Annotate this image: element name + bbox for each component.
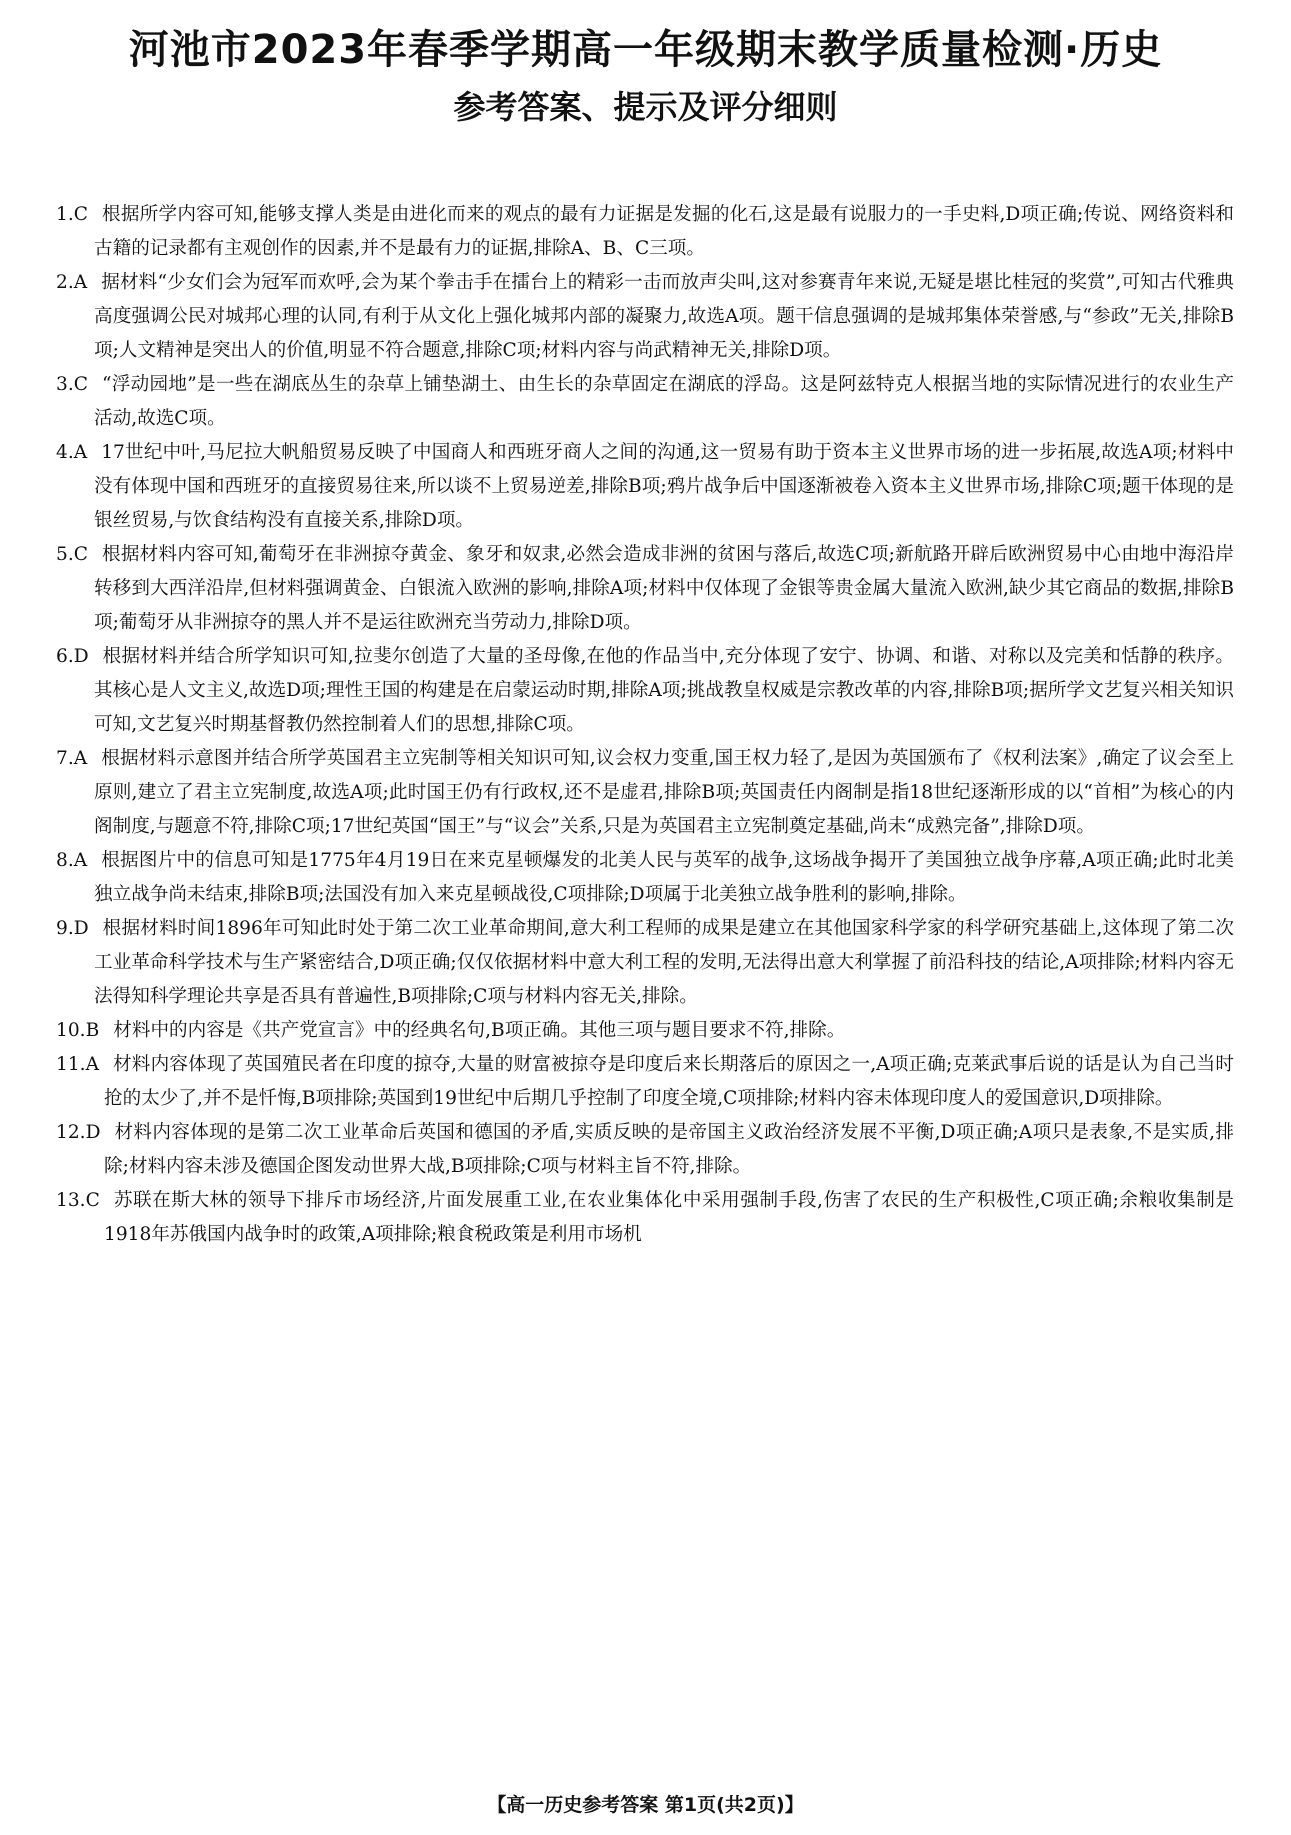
answer-item	[56, 912, 1234, 1014]
answer-item	[56, 436, 1234, 538]
answer-explanation: 材料内容体现的是第二次工业革命后英国和德国的矛盾,实质反映的是帝国主义政治经济发展不平衡,D项正确;A项只是表象,不是实质,排除;材料内容未涉及德国企图发动世界大战,B项排除;C项与材料主旨不符,排除。	[104, 1122, 1234, 1177]
answer-explanation: 根据材料并结合所学知识可知,拉斐尔创造了大量的圣母像,在他的作品当中,充分体现了安宁、协调、和谐、对称以及完美和恬静的秩序。其核心是人文主义,故选D项;理性王国的构建是在启蒙运动时期,排除A项;挑战教皇权威是宗教改革的内容,排除B项;据所学文艺复兴相关知识可知,文艺复兴时期基督教仍然控制着人们的思想,排除C项。	[94, 646, 1234, 735]
answer-item	[56, 198, 1234, 266]
answer-number: 12.	[56, 1122, 86, 1143]
answer-choice: D	[73, 918, 89, 939]
answer-choice: B	[85, 1020, 100, 1041]
answer-explanation: 根据材料内容可知,葡萄牙在非洲掠夺黄金、象牙和奴隶,必然会造成非洲的贫困与落后,故选C项;新航路开辟后欧洲贸易中心由地中海沿岸转移到大西洋沿岸,但材料强调黄金、白银流入欧洲的影响,排除A项;材料中仅体现了金银等贵金属大量流入欧洲,缺少其它商品的数据,排除B项;葡萄牙从非洲掠夺的黑人并不是运往欧洲充当劳动力,排除D项。	[94, 544, 1234, 633]
answer-number: 6.	[56, 646, 74, 667]
answer-explanation: 根据材料示意图并结合所学英国君主立宪制等相关知识可知,议会权力变重,国王权力轻了,是因为英国颁布了《权利法案》,确定了议会至上原则,建立了君主立宪制度,故选A项;此时国王仍有行政权,还不是虚君,排除B项;英国责任内阁制是指18世纪逐渐形成的以“首相”为核心的内阁制度,与题意不符,排除C项;17世纪英国“国王”与“议会”关系,只是为英国君主立宪制奠定基础,尚未“成熟完备”,排除D项。	[94, 748, 1234, 837]
answer-choice: C	[73, 374, 88, 395]
answer-number: 1.	[56, 204, 74, 225]
page-title: 河池市2023年春季学期高一年级期末教学质量检测·历史	[128, 27, 1163, 73]
answer-number: 5.	[56, 544, 74, 565]
answer-number: 10.	[56, 1020, 86, 1041]
page-subtitle: 参考答案、提示及评分细则	[453, 88, 838, 126]
answer-number: 4.	[56, 442, 74, 463]
answer-number: 3.	[56, 374, 74, 395]
answer-explanation: 根据所学内容可知,能够支撑人类是由进化而来的观点的最有力证据是发掘的化石,这是最有说服力的一手史料,D项正确;传说、网络资料和古籍的记录都有主观创作的因素,并不是最有力的证据,排除A、B、C三项。	[94, 204, 1234, 259]
answer-number: 9.	[56, 918, 74, 939]
answer-choice: D	[73, 646, 89, 667]
answer-explanation: 17世纪中叶,马尼拉大帆船贸易反映了中国商人和西班牙商人之间的沟通,这一贸易有助于资本主义世界市场的进一步拓展,故选A项;材料中没有体现中国和西班牙的直接贸易往来,所以谈不上贸易逆差,排除B项;鸦片战争后中国逐渐被卷入资本主义世界市场,排除C项;题干体现的是银丝贸易,与饮食结构没有直接关系,排除D项。	[94, 442, 1234, 531]
answer-item	[56, 538, 1234, 640]
answer-item	[56, 266, 1234, 368]
answer-item	[56, 1184, 1234, 1252]
answer-explanation: 根据图片中的信息可知是1775年4月19日在来克星顿爆发的北美人民与英军的战争,这场战争揭开了美国独立战争序幕,A项正确;此时北美独立战争尚未结束,排除B项;法国没有加入来克星顿战役,C项排除;D项属于北美独立战争胜利的影响,排除。	[94, 850, 1234, 905]
answer-list	[56, 198, 1234, 1252]
answer-choice: D	[85, 1122, 101, 1143]
answer-number: 7.	[56, 748, 74, 769]
answer-item	[56, 1116, 1234, 1184]
answer-choice: A	[85, 1054, 100, 1075]
answer-choice: C	[85, 1190, 100, 1211]
answer-explanation: 根据材料时间1896年可知此时处于第二次工业革命期间,意大利工程师的成果是建立在其他国家科学家的科学研究基础上,这体现了第二次工业革命科学技术与生产紧密结合,D项正确;仅仅依据材料中意大利工程的发明,无法得出意大利掌握了前沿科技的结论,A项排除;材料内容无法得知科学理论共享是否具有普遍性,B项排除;C项与材料内容无关,排除。	[94, 918, 1234, 1007]
answer-explanation: 材料中的内容是《共产党宣言》中的经典名句,B项正确。其他三项与题目要求不符,排除。	[113, 1020, 846, 1041]
page-footer: 【高一历史参考答案 第1页(共2页)】	[487, 1794, 804, 1816]
answer-choice: C	[73, 544, 88, 565]
answer-item	[56, 1048, 1234, 1116]
answer-choice: A	[73, 850, 88, 871]
answer-number: 2.	[56, 272, 74, 293]
answer-choice: A	[73, 748, 88, 769]
answer-choice: C	[73, 204, 88, 225]
answer-item	[56, 1014, 1234, 1048]
answer-choice: A	[73, 272, 88, 293]
answer-number: 13.	[56, 1190, 86, 1211]
answer-item	[56, 742, 1234, 844]
answer-item	[56, 640, 1234, 742]
answer-choice: A	[73, 442, 88, 463]
answer-item	[56, 844, 1234, 912]
answer-item	[56, 368, 1234, 436]
answer-explanation: 材料内容体现了英国殖民者在印度的掠夺,大量的财富被掠夺是印度后来长期落后的原因之一,A项正确;克莱武事后说的话是认为自己当时抢的太少了,并不是忏悔,B项排除;英国到19世纪中后期几乎控制了印度全境,C项排除;材料内容未体现印度人的爱国意识,D项排除。	[104, 1054, 1235, 1109]
answer-explanation: 据材料“少女们会为冠军而欢呼,会为某个拳击手在擂台上的精彩一击而放声尖叫,这对参赛青年来说,无疑是堪比桂冠的奖赏”,可知古代雅典高度强调公民对城邦心理的认同,有利于从文化上强化城邦内部的凝聚力,故选A项。题干信息强调的是城邦集体荣誉感,与“参政”无关,排除B项;人文精神是突出人的价值,明显不符合题意,排除C项;材料内容与尚武精神无关,排除D项。	[94, 272, 1234, 361]
document-header	[0, 22, 1291, 132]
answer-explanation: “浮动园地”是一些在湖底丛生的杂草上铺垫湖土、由生长的杂草固定在湖底的浮岛。这是阿兹特克人根据当地的实际情况进行的农业生产活动,故选C项。	[94, 374, 1234, 429]
answer-number: 11.	[56, 1054, 86, 1075]
answer-explanation: 苏联在斯大林的领导下排斥市场经济,片面发展重工业,在农业集体化中采用强制手段,伤害了农民的生产积极性,C项正确;余粮收集制是1918年苏俄国内战争时的政策,A项排除;粮食税政策是利用市场机	[104, 1190, 1234, 1245]
answer-number: 8.	[56, 850, 74, 871]
